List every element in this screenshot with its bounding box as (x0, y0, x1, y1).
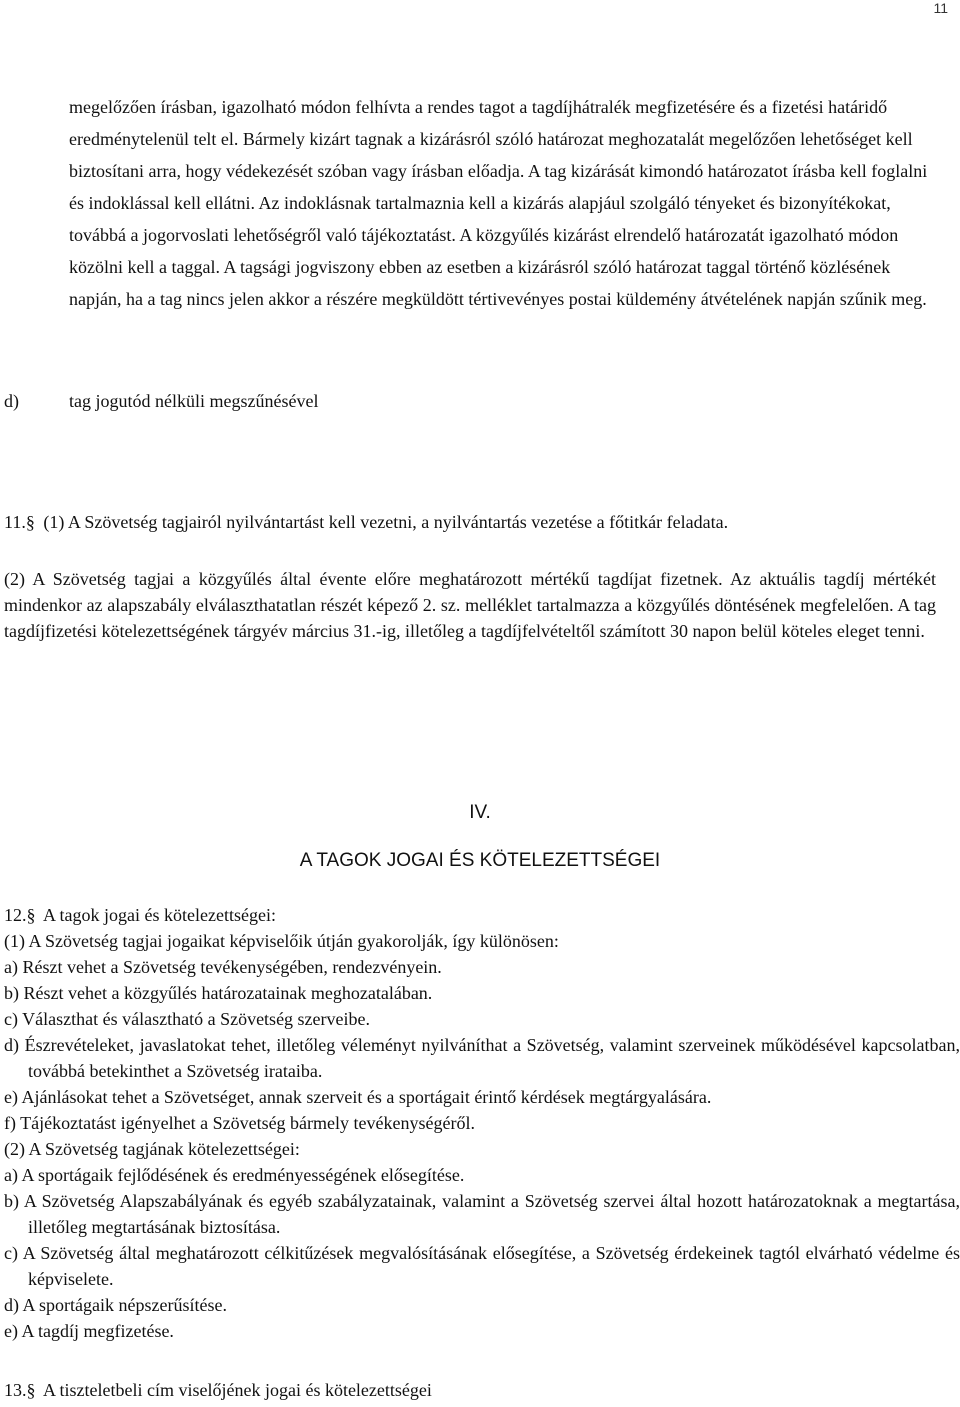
duties-intro: (2) A Szövetség tagjának kötelezettségei: (4, 1139, 300, 1159)
section-11-paragraph-2: (2) A Szövetség tagjai a közgyűlés által évente előre meghatározott mértékű tagdíjat fizetnek. Az aktuális tagdíj mértékét mindenkor az alapszabály elválaszthatatlan részét képező 2. sz. melléklet tartalmazza a közgyűlés döntésének megfelelően. A tag tagdíjfizetési kötelezettségének tárgyév március 31.-ig, illetőleg a tagdíjfelvételtől számított 30 napon belül köteles eleget tenni. (4, 569, 936, 641)
section-symbol: § (25, 512, 35, 532)
duties-item-a: a) A sportágaik fejlődésének és eredményességének elősegítése. (4, 1165, 465, 1185)
section-11-paragraph-1 (4, 509, 936, 535)
rights-item-d: d) Észrevételeket, javaslatokat tehet, illetőleg véleményt nyilváníthat a Szövetség, valamint szerveinek működésével kapcsolatban, továbbá betekinthet a Szövetség irataiba. (4, 1035, 960, 1081)
section-12-heading (4, 902, 960, 928)
section-number: 12. (4, 905, 27, 925)
duties-item-e: e) A tagdíj megfizetése. (4, 1321, 174, 1341)
chapter-roman: IV. (469, 802, 491, 823)
list-item-text: tag jogutód nélküli megszűnésével (69, 391, 319, 411)
duties-item-d: d) A sportágaik népszerűsítése. (4, 1295, 227, 1315)
rights-item-a: a) Részt vehet a Szövetség tevékenységében, rendezvényein. (4, 957, 442, 977)
section-heading-text: A tiszteletbeli cím viselőjének jogai és kötelezettségei (43, 1380, 432, 1400)
rights-intro: (1) A Szövetség tagjai jogaikat képviselőik útján gyakorolják, így különösen: (4, 931, 559, 951)
section-number: 13. (4, 1380, 27, 1400)
section-heading-text: A tagok jogai és kötelezettségei: (43, 905, 276, 925)
rights-item-b: b) Részt vehet a közgyűlés határozatainak meghozatalában. (4, 983, 433, 1003)
rights-item-f: f) Tájékoztatást igényelhet a Szövetség bármely tevékenységéről. (4, 1113, 475, 1133)
rights-item-c: c) Választhat és választható a Szövetség szerveibe. (4, 1009, 371, 1029)
section-symbol: § (26, 905, 36, 925)
list-item-letter: d) (4, 391, 19, 411)
duties-item-b: b) A Szövetség Alapszabályának és egyéb szabályzatainak, valamint a Szövetség szervei által hozott határozatoknak a megtartása, illetőleg megtartásának biztosítása. (4, 1191, 960, 1237)
page-number: 11 (933, 0, 948, 16)
paragraph-text: (1) A Szövetség tagjairól nyilvántartást kell vezetni, a nyilvántartás vezetése a főtitkár feladata. (43, 512, 729, 532)
section-13-heading (4, 1377, 432, 1403)
chapter-number (0, 802, 960, 824)
section-symbol: § (26, 1380, 36, 1400)
continuation-paragraph: megelőzően írásban, igazolható módon felhívta a rendes tagot a tagdíjhátralék megfizetésére és a fizetési határidő eredménytelenül telt el. Bármely kizárt tagnak a kizárásról szóló határozat meghozatalát megelőzően lehetőséget kell biztosítani arra, hogy védekezését szóban vagy írásban előadja. A tag kizárását kimondó határozatot írásba kell foglalni és indoklással kell ellátni. Az indoklásnak tartalmaznia kell a kizárás alapjául szolgáló tényeket és bizonyítékokat, továbbá a jogorvoslati lehetőségről való tájékoztatást. A közgyűlés kizárást elrendelő határozatát igazolható módon közölni kell a taggal. A tagsági jogviszony ebben az esetben a kizárásról szóló határozat taggal történő közlésének napján, ha a tag nincs jelen akkor a részére megküldött tértivevényes postai küldemény átvételének napján szűnik meg. (69, 97, 928, 309)
section-number: 11. (4, 512, 26, 532)
chapter-title: A TAGOK JOGAI ÉS KÖTELEZETTSÉGEI (299, 850, 661, 871)
section-12 (4, 902, 960, 1344)
rights-item-e: e) Ajánlásokat tehet a Szövetséget, annak szerveit és a sportágait érintő kérdések megtárgyalására. (4, 1087, 712, 1107)
duties-item-c: c) A Szövetség által meghatározott célkitűzések megvalósításának elősegítése, a Szövetség érdekeinek tagtól elvárható védelme és képviselete. (4, 1243, 960, 1289)
